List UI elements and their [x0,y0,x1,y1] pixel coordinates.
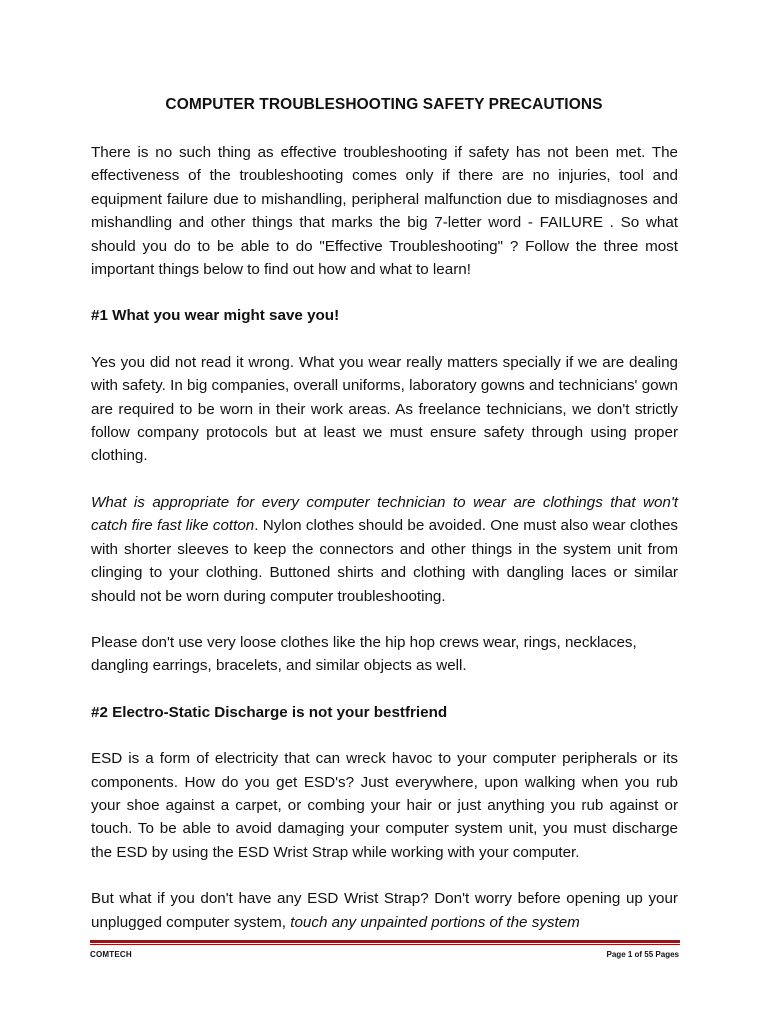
footer-rule [90,940,680,943]
clothing-italic-text: What is appropriate for every computer technician to wear are clothings that won't catch fire fast like cotton [91,493,678,535]
esd-paragraph-2-start: But what if you don't have any ESD Wrist Strap? Don't worry before opening up your unplugged computer system, [91,890,678,931]
document-body [91,141,678,934]
footer-company: COMTECH [90,950,132,959]
clothing-paragraph-1: Yes you did not read it wrong. What you wear really matters specially if we are dealing with safety. In big companies, overall uniforms, laboratory gowns and technicians' gown are required to be worn in their work areas. As freelance technicians, we don't strictly follow company protocols but at least we must ensure safety through using proper clothing. [91,353,678,465]
esd-italic-text: touch any unpainted portions of the system [290,913,580,931]
footer-page-number: Page 1 of 55 Pages [606,950,679,959]
section-heading-clothing: #1 What you wear might save you! [91,307,340,325]
clothing-paragraph-2-rest: . Nylon clothes should be avoided. One must also wear clothes with shorter sleeves to keep the connectors and other things in the system unit from clinging to your clothing. Buttoned shirts and clothing with dangling laces or similar should not be worn during computer troubleshooting. [91,517,679,605]
clothing-paragraph-3: Please don't use very loose clothes like the hip hop crews wear, rings, necklaces, dangling earrings, bracelets, and similar objects as well. [91,633,637,675]
footer-rule-thin [90,944,680,945]
page-title: COMPUTER TROUBLESHOOTING SAFETY PRECAUTIONS [165,96,603,113]
esd-paragraph-1: ESD is a form of electricity that can wreck havoc to your computer peripherals or its components. How do you get ESD's? Just everywhere, upon walking when you rub your shoe against a carpet, or combing your hair or just anything you rub against or touch. To be able to avoid damaging your computer system unit, you must discharge the ESD by using the ESD Wrist Strap while working with your computer. [91,750,678,861]
clothing-paragraph-2 [91,491,678,608]
esd-paragraph-2 [91,887,678,934]
intro-paragraph: There is no such thing as effective troubleshooting if safety has not been met. The effectiveness of the troubleshooting comes only if there are no injuries, tool and equipment failure due to mishandling, peripheral malfunction due to misdiagnoses and mishandling and other things that marks the big 7-letter word - FAILURE . So what should you do to be able to do "Effective Troubleshooting" ? Follow the three most important things below to find out how and what to learn! [91,144,678,279]
section-heading-esd: #2 Electro-Static Discharge is not your bestfriend [91,703,448,721]
